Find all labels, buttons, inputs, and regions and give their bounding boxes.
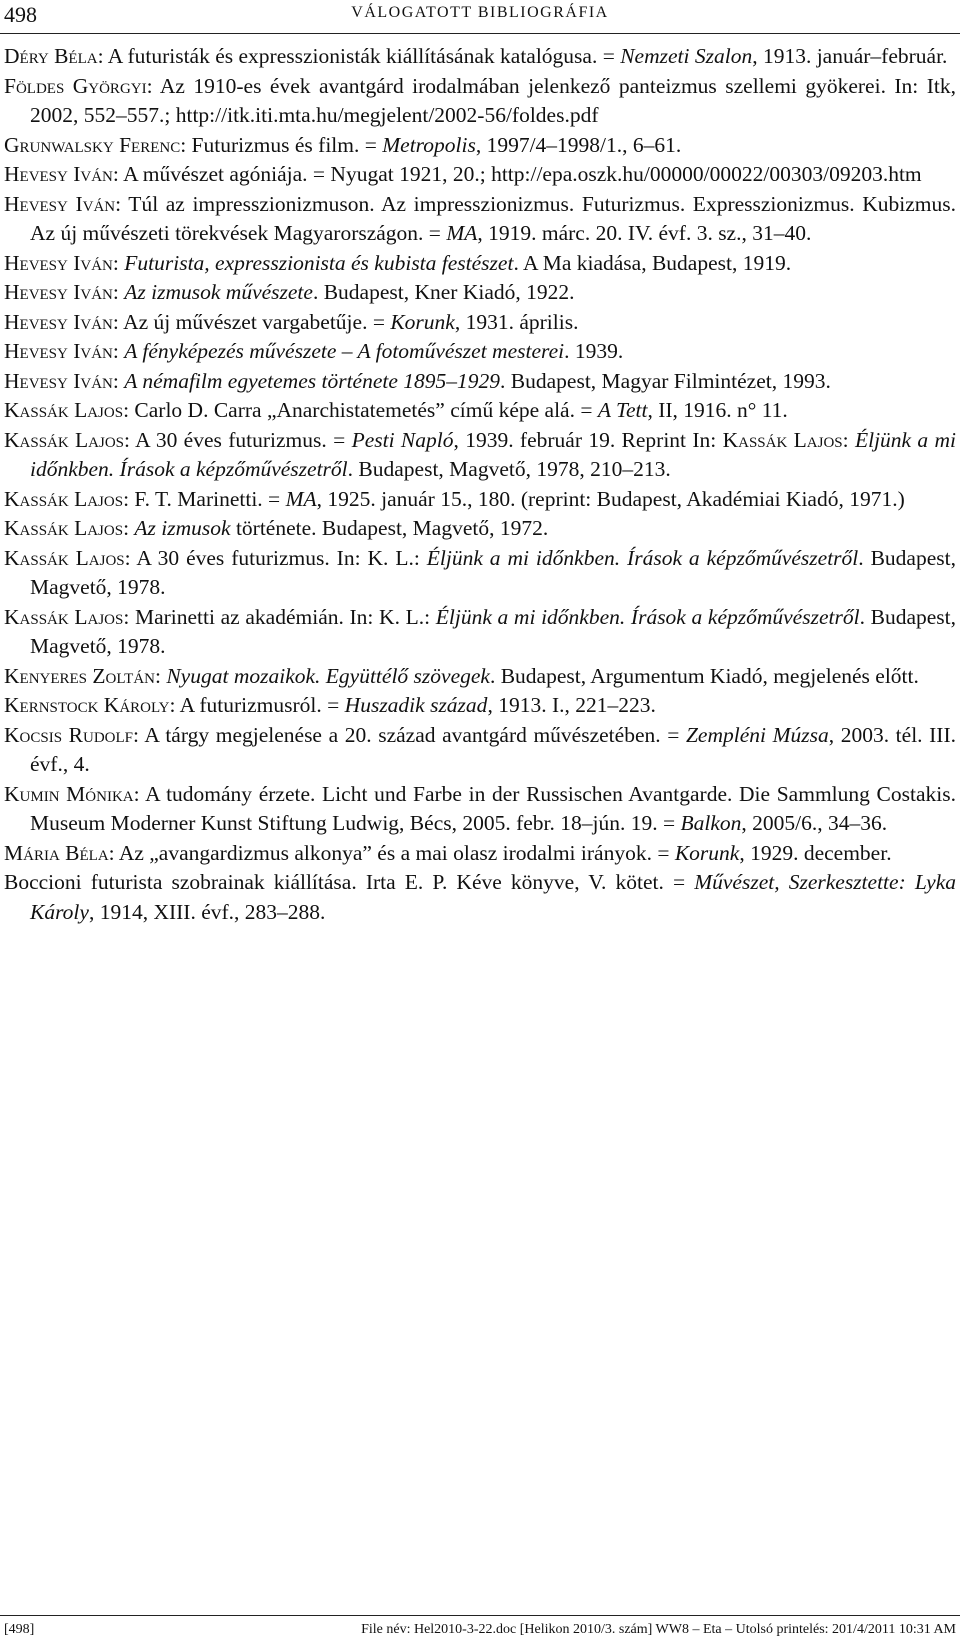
- entry-text: :: [154, 663, 167, 688]
- entry-title-italic: Futurista, expresszionista és kubista festészet: [124, 250, 514, 275]
- entry-author: Földes Györgyi: [4, 73, 147, 98]
- bibliography-list: [4, 42, 956, 927]
- entry-author: Hevesy Iván: [4, 280, 113, 304]
- entry-title-italic: A némafilm egyetemes története 1895–1929: [124, 368, 501, 393]
- entry-text: : Futurizmus és film. =: [180, 132, 383, 157]
- bibliography-entry: [4, 337, 956, 367]
- bibliography-entry: [4, 426, 956, 485]
- entry-text: , 1929. december.: [739, 840, 892, 865]
- entry-text: : F. T. Marinetti. =: [123, 486, 286, 511]
- entry-author: Déry Béla: [4, 44, 98, 68]
- bibliography-entry: [4, 42, 956, 72]
- entry-text: , 1925. január 15., 180. (reprint: Budapest, Akadémiai Kiadó, 1971.): [316, 486, 905, 511]
- bibliography-entry: [4, 367, 956, 397]
- entry-author: Hevesy Iván: [4, 339, 113, 363]
- entry-text: , 1913. I., 221–223.: [487, 693, 656, 717]
- entry-title-italic: MA: [446, 221, 478, 245]
- entry-text: :: [842, 427, 855, 452]
- entry-text: , 1997/4–1998/1., 6–61.: [475, 132, 682, 157]
- bibliography-entry: [4, 780, 956, 839]
- bibliography-entry: [4, 839, 956, 869]
- entry-text: Boccioni futurista szobrainak kiállítása. Irta E. P. Kéve könyve, V. kötet. =: [4, 870, 695, 894]
- entry-author: Kumin Mónika: [4, 781, 134, 806]
- page-number: 498: [4, 2, 37, 27]
- entry-text: :: [123, 516, 135, 540]
- entry-text: . Budapest, Magvető, 1978, 210–213.: [347, 457, 671, 481]
- entry-text: : A tudomány érzete. Licht und Farbe in der Russischen Avantgarde. Die Sammlung Costakis. Museum Moderner Kunst Stiftung Ludwig, Bécs, 2005. febr. 18–jún. 19. =: [30, 781, 956, 835]
- entry-author: Kassák Lajos: [4, 604, 124, 629]
- entry-title-italic: A fényképezés művészete – A fotoművészet mesterei: [124, 339, 565, 363]
- bibliography-entry: [4, 662, 956, 692]
- entry-title-italic: Az izmusok: [134, 516, 231, 540]
- entry-text: . Budapest, Kner Kiadó, 1922.: [312, 280, 575, 304]
- entry-text: : Az új művészet vargabetűje. =: [112, 309, 391, 334]
- bibliography-entry: [4, 544, 956, 603]
- entry-text: : A futurizmusról. =: [169, 693, 345, 717]
- entry-text: : Marinetti az akadémián. In: K. L.:: [123, 604, 436, 629]
- entry-author: Hevesy Iván: [4, 250, 113, 275]
- entry-text: , 1939. február 19. Reprint In:: [453, 427, 723, 452]
- entry-author: Kocsis Rudolf: [4, 722, 133, 747]
- entry-text: . Budapest, Magvető, 1978.: [30, 545, 956, 599]
- entry-title-italic: Korunk: [390, 309, 455, 334]
- entry-title-italic: Korunk: [674, 840, 740, 865]
- entry-author: Kenyeres Zoltán: [4, 663, 155, 688]
- entry-text: . 1939.: [564, 339, 624, 363]
- page-footer: [0, 1622, 960, 1642]
- bibliography-entry: [4, 603, 956, 662]
- bibliography-entry: [4, 868, 956, 927]
- entry-title-italic: A Tett: [597, 398, 648, 422]
- bibliography-entry: [4, 485, 956, 515]
- entry-author: Mária Béla: [4, 840, 109, 865]
- entry-text: , 1914, XIII. évf., 283–288.: [88, 899, 326, 924]
- entry-text: , 1919. márc. 20. IV. évf. 3. sz., 31–40.: [477, 221, 812, 245]
- entry-text: , 2003. tél. III. évf., 4.: [30, 722, 956, 776]
- entry-title-italic: Zempléni Múzsa: [685, 722, 829, 747]
- header-rule: [0, 33, 960, 34]
- entry-author: Grunwalsky Ferenc: [4, 132, 181, 157]
- entry-author: Kassák Lajos: [4, 427, 125, 452]
- entry-title-italic: Nemzeti Szalon: [620, 44, 753, 68]
- entry-text: , 1913. január–február.: [752, 44, 948, 68]
- bibliography-entry: [4, 691, 956, 721]
- footer-rule: [0, 1615, 960, 1616]
- bibliography-entry: [4, 721, 956, 780]
- entry-text: : A 30 éves futurizmus. =: [124, 427, 352, 452]
- entry-text: :: [112, 280, 125, 304]
- entry-text: : A futuristák és expresszionisták kiállításának katalógusa. =: [97, 44, 621, 68]
- entry-text: , 1931. április.: [454, 309, 579, 334]
- entry-text: :: [112, 368, 125, 393]
- entry-text: : Túl az impresszionizmuson. Az impresszionizmus. Futurizmus. Expresszionizmus. Kubizmus. Az új művészeti törekvések Magyarországon. =: [30, 191, 956, 245]
- footer-file-info: File név: Hel2010-3-22.doc [Helikon 2010/3. szám] WW8 – Eta – Utolsó printelés: 201/4/2011 10:31 AM: [361, 1622, 956, 1637]
- entry-text: : A tárgy megjelenése a 20. század avantgárd művészetében. =: [133, 722, 686, 747]
- bibliography-entry: [4, 249, 956, 279]
- entry-author: Kassák Lajos: [4, 398, 124, 422]
- entry-text: , II, 1916. n° 11.: [647, 398, 788, 422]
- entry-author: Kassák Lajos: [4, 516, 124, 540]
- entry-text: . Budapest, Magyar Filmintézet, 1993.: [500, 368, 831, 393]
- entry-text: : A művészet agóniája. = Nyugat 1921, 20.; http://epa.oszk.hu/00000/00022/00303/09203.htm: [112, 162, 922, 186]
- entry-title-italic: Metropolis: [382, 132, 476, 157]
- entry-text: : Az 1910-es évek avantgárd irodalmában jelenkező panteizmus szellemi gyökerei. In: Itk, 2002, 552–557.; http://itk.iti.mta.hu/megjelent/2002-56/foldes.pdf: [30, 73, 956, 127]
- entry-text: . Budapest, Argumentum Kiadó, megjelenés előtt.: [489, 663, 919, 688]
- bibliography-entry: [4, 190, 956, 249]
- entry-title-italic: Művészet, Szerkesztette: Lyka Károly: [30, 870, 956, 924]
- bibliography-entry: [4, 514, 956, 544]
- running-head: VÁLOGATOTT BIBLIOGRÁFIA: [351, 4, 609, 21]
- entry-text: . A Ma kiadása, Budapest, 1919.: [513, 250, 792, 275]
- entry-title-italic: Pesti Napló: [351, 427, 454, 452]
- entry-text: : Az „avangardizmus alkonya” és a mai olasz irodalmi irányok. =: [108, 840, 675, 865]
- entry-text: , 2005/6., 34–36.: [741, 811, 888, 835]
- footer-page-ref: [498]: [4, 1622, 35, 1637]
- entry-title-italic: Huszadik század: [344, 693, 488, 717]
- entry-title-italic: Balkon: [680, 811, 742, 835]
- bibliography-entry: [4, 131, 956, 161]
- entry-text: : A 30 éves futurizmus. In: K. L.:: [124, 545, 427, 570]
- entry-text: :: [112, 339, 125, 363]
- bibliography-entry: [4, 308, 956, 338]
- entry-text: története. Budapest, Magvető, 1972.: [230, 516, 549, 540]
- entry-title-italic: MA: [285, 486, 317, 511]
- entry-title-italic: Nyugat mozaikok. Együttélő szövegek: [166, 663, 490, 688]
- entry-author: Hevesy Iván: [4, 309, 113, 334]
- entry-text: : Carlo D. Carra „Anarchistatemetés” című képe alá. =: [123, 398, 598, 422]
- page-header: [0, 0, 960, 40]
- entry-title-italic: Az izmusok művészete: [124, 280, 313, 304]
- entry-author: Kassák Lajos: [722, 427, 843, 452]
- entry-author: Hevesy Iván: [4, 162, 113, 186]
- entry-title-italic: Éljünk a mi időnkben. Írások a képzőművészetről: [30, 427, 957, 481]
- entry-author: Kassák Lajos: [4, 545, 125, 570]
- bibliography-entry: [4, 396, 956, 426]
- entry-text: . Budapest, Magvető, 1978.: [30, 604, 956, 658]
- entry-author: Kassák Lajos: [4, 486, 124, 511]
- entry-author: Hevesy Iván: [4, 191, 116, 216]
- bibliography-entry: [4, 278, 956, 308]
- entry-title-italic: Éljünk a mi időnkben. Írások a képzőművészetről: [426, 545, 859, 570]
- bibliography-entry: [4, 160, 956, 190]
- entry-author: Hevesy Iván: [4, 368, 113, 393]
- bibliography-entry: [4, 72, 956, 131]
- entry-title-italic: Éljünk a mi időnkben. Írások a képzőművészetről: [435, 604, 860, 629]
- entry-text: :: [112, 250, 125, 275]
- entry-author: Kernstock Károly: [4, 693, 170, 717]
